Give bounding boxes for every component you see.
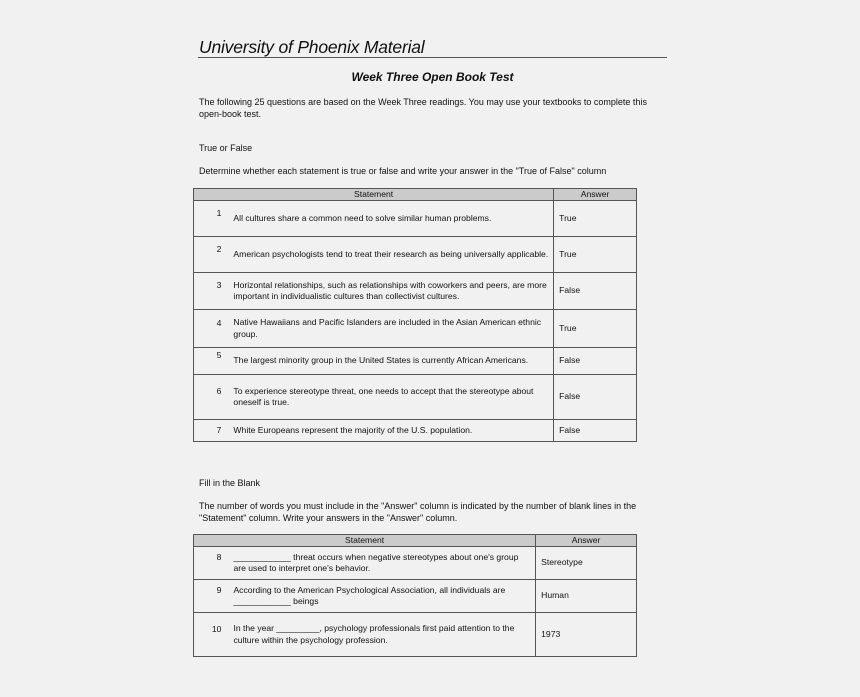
question-number: 7 (194, 420, 234, 442)
question-number: 10 (194, 613, 234, 657)
question-statement: To experience stereotype threat, one needs to accept that the stereotype about oneself is true. (233, 375, 553, 420)
table-row (194, 613, 637, 657)
question-statement: White Europeans represent the majority of the U.S. population. (233, 420, 553, 442)
university-title: University of Phoenix Material (199, 37, 425, 57)
table-row (194, 273, 637, 310)
header-rule (198, 57, 667, 58)
question-number: 4 (194, 310, 234, 348)
table-row (194, 348, 637, 375)
table-row (194, 420, 637, 442)
table-row (194, 547, 637, 580)
answer-column-header: Answer (554, 189, 637, 201)
question-number: 3 (194, 273, 234, 310)
question-statement: Native Hawaiians and Pacific Islanders are included in the Asian American ethnic group. (233, 310, 553, 348)
answer-cell[interactable]: True (554, 237, 637, 273)
question-number: 8 (194, 547, 234, 580)
answer-cell[interactable]: True (554, 201, 637, 237)
fill-blank-instructions: The number of words you must include in the "Answer" column is indicated by the number of blank lines in the "Statement" column. Write your answers in the "Answer" column. (199, 501, 637, 523)
fill-blank-heading: Fill in the Blank (199, 478, 261, 488)
answer-cell[interactable]: False (554, 420, 637, 442)
statement-column-header: Statement (194, 189, 554, 201)
answer-column-header: Answer (536, 535, 637, 547)
answer-cell[interactable]: True (554, 310, 637, 348)
question-statement: The largest minority group in the United States is currently African Americans. (233, 348, 553, 375)
answer-cell[interactable]: False (554, 375, 637, 420)
question-statement: According to the American Psychological Association, all individuals are ____________ beings (233, 580, 535, 613)
question-number: 2 (194, 237, 234, 273)
test-title: Week Three Open Book Test (351, 70, 514, 84)
question-number: 5 (194, 348, 234, 375)
question-statement: Horizontal relationships, such as relationships with coworkers and peers, are more important in individualistic cultures than collectivist cultures. (233, 273, 553, 310)
question-statement: In the year _________, psychology professionals first paid attention to the culture within the psychology profession. (233, 613, 535, 657)
question-statement: American psychologists tend to treat their research as being universally applicable. (233, 237, 553, 273)
question-statement: All cultures share a common need to solve similar human problems. (233, 201, 553, 237)
table-row (194, 237, 637, 273)
intro-paragraph: The following 25 questions are based on the Week Three readings. You may use your textbooks to complete this open-book test. (199, 97, 647, 119)
answer-cell[interactable]: False (554, 273, 637, 310)
statement-column-header: Statement (194, 535, 536, 547)
answer-cell[interactable]: Stereotype (536, 547, 637, 580)
table-row (194, 201, 637, 237)
true-false-heading: True or False (199, 143, 253, 153)
true-false-table (193, 188, 637, 442)
question-number: 1 (194, 201, 234, 237)
table-row (194, 310, 637, 348)
fill-blank-table (193, 534, 637, 657)
table-row (194, 580, 637, 613)
answer-cell[interactable]: Human (536, 580, 637, 613)
answer-cell[interactable]: False (554, 348, 637, 375)
answer-cell[interactable]: 1973 (536, 613, 637, 657)
question-statement: ____________ threat occurs when negative stereotypes about one's group are used to interpret one's behavior. (233, 547, 535, 580)
true-false-instructions: Determine whether each statement is true or false and write your answer in the "True of False" column (199, 166, 607, 176)
question-number: 9 (194, 580, 234, 613)
question-number: 6 (194, 375, 234, 420)
table-row (194, 375, 637, 420)
